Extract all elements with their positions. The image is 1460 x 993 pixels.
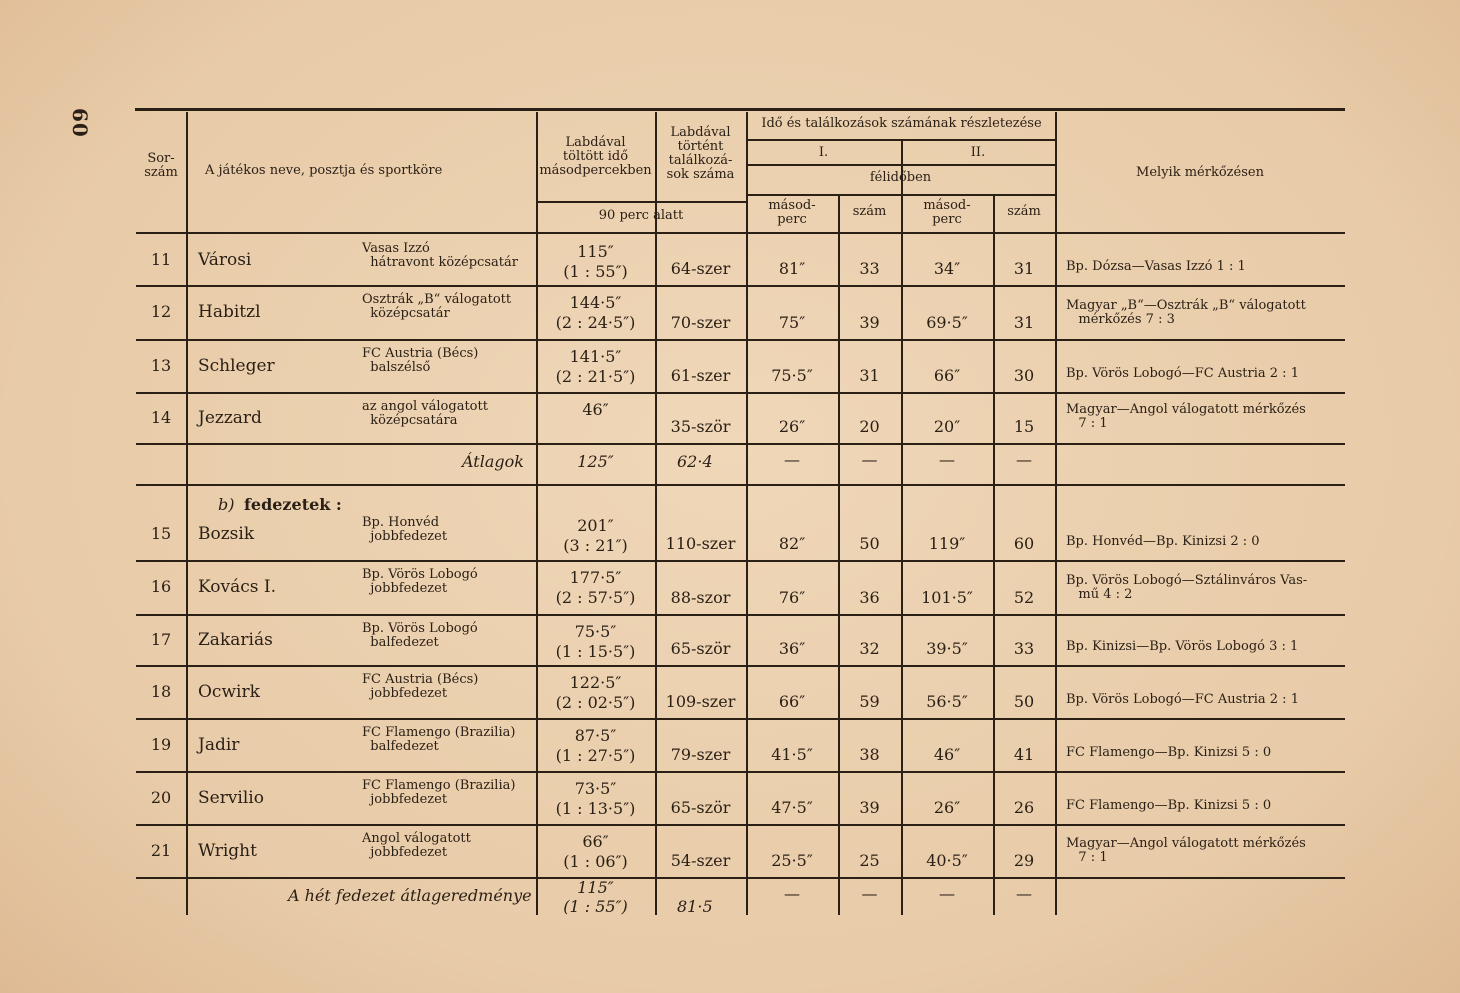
half-1-count: 20 — [859, 417, 880, 436]
half-2-count: 30 — [1013, 366, 1035, 385]
half-2-seconds: 66″ — [933, 366, 961, 385]
half-2-count: 26 — [1013, 798, 1035, 817]
row-number: 17 — [150, 629, 172, 649]
average-dash: — — [1016, 450, 1032, 469]
half-1-count: 38 — [859, 745, 880, 764]
time-minutes: (3 : 21″) — [563, 536, 628, 555]
time-seconds: 46″ — [582, 400, 609, 419]
match-name: Magyar—Angol válogatott mérkőzés 7 : 1 — [1066, 402, 1306, 431]
half-1-seconds: 66″ — [778, 692, 806, 711]
header-mp-2: másod- perc — [923, 198, 971, 227]
page-number: 60 — [68, 108, 92, 138]
time-seconds: 201″ — [577, 516, 614, 535]
time-minutes: (1 : 15·5″) — [555, 642, 636, 661]
player-name: Servilio — [198, 787, 264, 808]
half-2-count: 33 — [1013, 639, 1035, 658]
time-minutes: (1 : 13·5″) — [555, 799, 636, 818]
player-club: az angol válogatott középcsatára — [362, 399, 488, 428]
half-1-seconds: 75·5″ — [771, 366, 813, 385]
header-detail: Idő és találkozások számának részletezése — [761, 116, 1042, 131]
touches-count: 65-ször — [670, 639, 731, 658]
time-minutes: (1 : 27·5″) — [555, 746, 636, 765]
half-2-seconds: 56·5″ — [926, 692, 968, 711]
time-minutes: (2 : 24·5″) — [555, 313, 636, 332]
half-2-seconds: 40·5″ — [926, 851, 968, 870]
horizontal-rule — [136, 484, 1345, 486]
average-2-touches: 81·5 — [677, 897, 713, 916]
touches-count: 79-szer — [670, 745, 731, 764]
horizontal-rule — [136, 285, 1345, 287]
half-2-count: 60 — [1013, 534, 1035, 553]
header-sorszam: Sor- szám — [144, 151, 178, 180]
half-2-count: 31 — [1013, 313, 1035, 332]
player-name: Schleger — [198, 355, 275, 376]
half-2-seconds: 119″ — [928, 534, 966, 553]
row-number: 18 — [150, 681, 172, 701]
horizontal-rule — [136, 339, 1345, 341]
header-szam-2: szám — [1007, 204, 1041, 219]
half-1-count: 39 — [859, 313, 880, 332]
row-number: 20 — [150, 787, 172, 807]
half-2-seconds: 34″ — [933, 259, 961, 278]
time-seconds: 73·5″ — [574, 779, 617, 798]
horizontal-rule — [136, 392, 1345, 394]
average-2-dash: — — [784, 884, 800, 903]
match-name: Bp. Vörös Lobogó—Sztálinváros Vas- mű 4 : 2 — [1066, 573, 1308, 602]
horizontal-rule — [536, 201, 746, 203]
player-name: Jezzard — [198, 407, 262, 428]
average-2-label: A hét fedezet átlageredménye — [288, 886, 532, 905]
average-label: Átlagok — [462, 452, 524, 471]
header-match: Melyik mérkőzésen — [1136, 165, 1264, 180]
half-2-count: 29 — [1013, 851, 1035, 870]
time-seconds: 75·5″ — [574, 622, 617, 641]
half-1-count: 59 — [859, 692, 880, 711]
horizontal-rule — [136, 614, 1345, 616]
half-1-seconds: 36″ — [778, 639, 806, 658]
horizontal-rule — [136, 771, 1345, 773]
time-seconds: 144·5″ — [569, 293, 622, 312]
half-2-count: 50 — [1013, 692, 1035, 711]
match-name: Magyar „B“—Osztrák „B“ válogatott mérkőzés 7 : 3 — [1066, 298, 1306, 327]
player-club: Osztrák „B“ válogatott középcsatár — [362, 292, 512, 321]
top-rule — [135, 108, 1345, 111]
row-number: 13 — [150, 355, 172, 375]
half-1-count: 39 — [859, 798, 880, 817]
horizontal-rule — [136, 877, 1345, 879]
horizontal-rule — [136, 232, 1345, 234]
header-mp-1: másod- perc — [768, 198, 816, 227]
average-2-time-minutes: (1 : 55″) — [563, 897, 628, 916]
player-name: Jadir — [198, 734, 240, 755]
player-name: Bozsik — [198, 524, 255, 544]
row-number: 16 — [150, 577, 172, 596]
match-name: Magyar—Angol válogatott mérkőzés 7 : 1 — [1066, 836, 1306, 865]
player-name: Városi — [198, 249, 252, 270]
row-number: 11 — [150, 249, 172, 269]
time-seconds: 177·5″ — [569, 568, 622, 587]
average-2-dash: — — [861, 884, 878, 903]
half-1-seconds: 47·5″ — [771, 798, 813, 817]
time-minutes: (1 : 55″) — [563, 262, 628, 281]
match-name: Bp. Kinizsi—Bp. Vörös Lobogó 3 : 1 — [1066, 639, 1299, 654]
header-per-90: 90 perc alatt — [598, 208, 684, 223]
half-2-count: 41 — [1013, 745, 1035, 764]
half-1-seconds: 75″ — [778, 313, 806, 332]
average-2-time: 115″ — [577, 878, 614, 897]
half-1-seconds: 76″ — [778, 588, 806, 607]
player-name: Kovács I. — [198, 577, 276, 597]
half-2-seconds: 20″ — [933, 417, 961, 436]
player-club: Bp. Vörös Lobogó balfedezet — [362, 621, 478, 650]
header-half-2: II. — [970, 145, 986, 160]
player-club: FC Austria (Bécs) balszélső — [362, 346, 479, 375]
half-1-count: 33 — [859, 259, 880, 278]
player-name: Ocwirk — [198, 681, 260, 702]
touches-count: 54-szer — [670, 851, 731, 870]
half-1-count: 25 — [859, 851, 880, 870]
player-name: Habitzl — [198, 302, 261, 322]
header-half-1: I. — [818, 145, 829, 160]
time-seconds: 87·5″ — [574, 726, 617, 745]
player-club: FC Flamengo (Brazilia) balfedezet — [362, 725, 516, 754]
match-name: FC Flamengo—Bp. Kinizsi 5 : 0 — [1066, 798, 1272, 813]
half-2-seconds: 46″ — [933, 745, 961, 764]
match-name: Bp. Vörös Lobogó—FC Austria 2 : 1 — [1066, 692, 1299, 707]
player-club: FC Flamengo (Brazilia) jobbfedezet — [362, 778, 516, 807]
half-1-count: 31 — [859, 366, 880, 385]
time-minutes: (2 : 02·5″) — [555, 693, 636, 712]
time-seconds: 115″ — [577, 242, 614, 261]
header-felidoben: félidőben — [869, 170, 932, 185]
average-dash: — — [784, 450, 800, 469]
row-number: 19 — [150, 734, 172, 754]
half-2-seconds: 26″ — [933, 798, 961, 817]
half-1-seconds: 82″ — [778, 534, 806, 553]
time-minutes: (2 : 57·5″) — [555, 588, 636, 607]
half-1-seconds: 81″ — [778, 259, 806, 278]
row-number: 15 — [150, 524, 172, 543]
row-number: 21 — [150, 840, 172, 860]
horizontal-rule — [136, 718, 1345, 720]
half-1-count: 50 — [859, 534, 880, 553]
time-seconds: 122·5″ — [569, 673, 622, 692]
touches-count: 70-szer — [670, 313, 731, 332]
average-dash: — — [861, 450, 878, 469]
player-club: FC Austria (Bécs) jobbfedezet — [362, 672, 479, 701]
half-2-seconds: 39·5″ — [926, 639, 968, 658]
half-2-count: 15 — [1013, 417, 1035, 436]
match-name: Bp. Vörös Lobogó—FC Austria 2 : 1 — [1066, 366, 1299, 381]
touches-count: 110-szer — [665, 534, 736, 553]
player-club: Angol válogatott jobbfedezet — [362, 831, 471, 860]
half-1-count: 32 — [859, 639, 880, 658]
average-dash: — — [939, 450, 955, 469]
row-number: 14 — [150, 407, 172, 427]
touches-count: 109-szer — [665, 692, 736, 711]
touches-count: 65-ször — [670, 798, 731, 817]
half-2-seconds: 69·5″ — [926, 313, 968, 332]
half-2-count: 52 — [1013, 588, 1035, 607]
average-2-dash: — — [1016, 884, 1032, 903]
header-time: Labdával töltött idő másodpercekben — [539, 135, 652, 178]
row-number: 12 — [150, 302, 172, 321]
half-2-count: 31 — [1013, 259, 1035, 278]
touches-count: 64-szer — [670, 259, 731, 278]
time-minutes: (1 : 06″) — [563, 852, 628, 871]
time-minutes: (2 : 21·5″) — [555, 367, 636, 386]
average-time: 125″ — [577, 452, 614, 471]
average-2-dash: — — [939, 884, 955, 903]
half-1-seconds: 25·5″ — [771, 851, 813, 870]
player-club: Bp. Vörös Lobogó jobbfedezet — [362, 567, 478, 596]
match-name: FC Flamengo—Bp. Kinizsi 5 : 0 — [1066, 745, 1272, 760]
average-touches: 62·4 — [677, 452, 713, 471]
touches-count: 35-ször — [670, 417, 731, 436]
section-b-prefix: b) — [218, 495, 235, 514]
time-seconds: 141·5″ — [569, 347, 622, 366]
match-name: Bp. Dózsa—Vasas Izzó 1 : 1 — [1066, 259, 1246, 274]
section-b-label: fedezetek : — [244, 495, 342, 514]
half-2-seconds: 101·5″ — [921, 588, 973, 607]
horizontal-rule — [136, 824, 1345, 826]
player-club: Vasas Izzó hátravont középcsatár — [362, 241, 518, 270]
time-seconds: 66″ — [582, 832, 609, 851]
player-name: Wright — [198, 840, 257, 861]
horizontal-rule — [746, 194, 1055, 196]
horizontal-rule — [136, 560, 1345, 562]
horizontal-rule — [136, 665, 1345, 667]
touches-count: 61-szer — [670, 366, 731, 385]
touches-count: 88-szor — [670, 588, 731, 607]
horizontal-rule — [746, 139, 1055, 141]
half-1-seconds: 26″ — [778, 417, 806, 436]
header-player: A játékos neve, posztja és sportköre — [205, 163, 443, 178]
player-name: Zakariás — [198, 629, 273, 650]
player-club: Bp. Honvéd jobbfedezet — [362, 515, 448, 544]
header-szam-1: szám — [852, 204, 887, 219]
horizontal-rule — [136, 443, 1345, 445]
horizontal-rule — [746, 164, 1055, 166]
header-touches: Labdával történt találkozá- sok száma — [666, 125, 735, 182]
half-1-count: 36 — [859, 588, 880, 607]
half-1-seconds: 41·5″ — [771, 745, 813, 764]
match-name: Bp. Honvéd—Bp. Kinizsi 2 : 0 — [1066, 534, 1260, 549]
